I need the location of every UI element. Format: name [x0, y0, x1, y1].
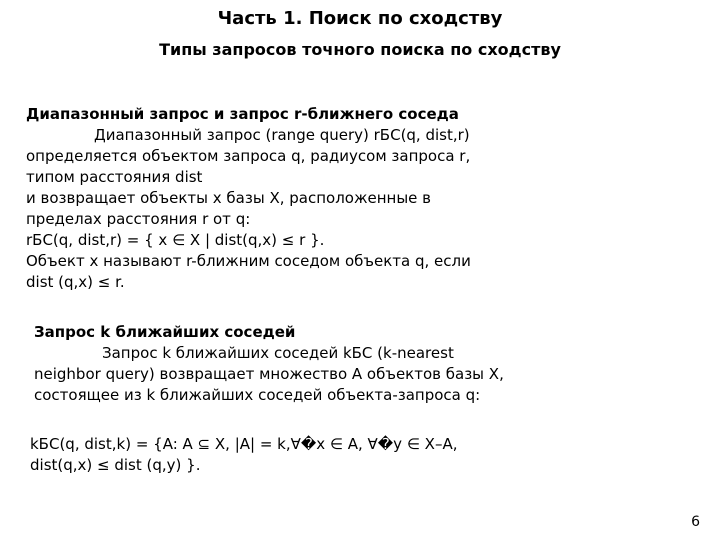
- range-query-formula: rБС(q, dist,r) = { x ∈ X | dist(q,x) ≤ r }.: [26, 231, 325, 249]
- range-query-heading: Диапазонный запрос и запрос r-ближнего соседа: [26, 105, 459, 123]
- knn-query-line: neighbor query) возвращает множество A объектов базы X,: [34, 365, 504, 383]
- range-query-line: Объект x называют r-ближним соседом объекта q, если: [26, 252, 471, 270]
- range-query-line: типом расстояния dist: [26, 168, 203, 186]
- knn-query-line: состоящее из k ближайших соседей объекта-запроса q:: [34, 386, 481, 404]
- knn-formula-line: kБС(q, dist,k) = {A: A ⊆ X, |A| = k,∀�x ∈ A, ∀�y ∈ X–A,: [30, 435, 458, 453]
- slide-subtitle: Типы запросов точного поиска по сходству: [159, 40, 561, 59]
- range-query-line: пределах расстояния r от q:: [26, 210, 251, 228]
- page-number: 6: [691, 514, 700, 530]
- knn-query-heading: Запрос k ближайших соседей: [34, 323, 296, 341]
- slide-title: Часть 1. Поиск по сходству: [217, 8, 503, 29]
- range-query-line: и возвращает объекты x базы X, расположенные в: [26, 189, 432, 207]
- range-query-section: [26, 104, 471, 293]
- knn-formula-section: [30, 434, 457, 476]
- knn-query-line: Запрос k ближайших соседей kБС (k-nearest: [102, 344, 454, 362]
- knn-query-section: [34, 322, 504, 406]
- range-query-line: определяется объектом запроса q, радиусом запроса r,: [26, 147, 471, 165]
- knn-formula-line: dist(q,x) ≤ dist (q,y) }.: [30, 456, 201, 474]
- range-query-line: dist (q,x) ≤ r.: [26, 273, 125, 291]
- range-query-line: Диапазонный запрос (range query) rБС(q, dist,r): [94, 126, 470, 144]
